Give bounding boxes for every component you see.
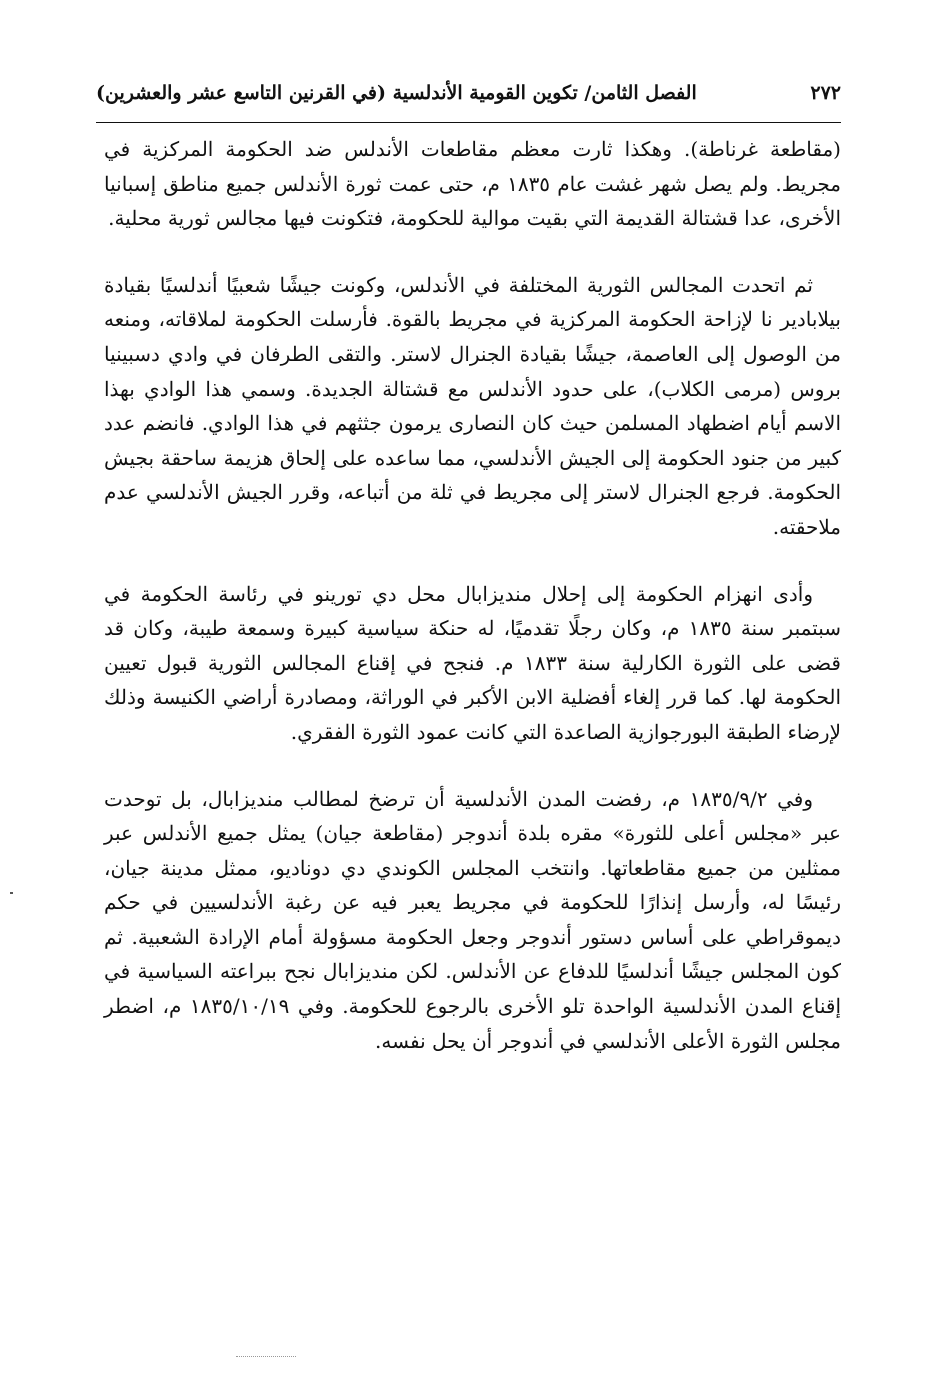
header-divider: [96, 122, 841, 123]
running-title: الفصل الثامن/ تكوين القومية الأندلسية (في القرنين التاسع عشر والعشرين): [96, 82, 697, 104]
page-number: ٢٧٢: [810, 82, 841, 104]
scan-artifact-line: [236, 1356, 296, 1357]
page-header: [96, 80, 841, 116]
paragraph-4: وفي ١٨٣٥/٩/٢ م، رفضت المدن الأندلسية أن ترضخ لمطالب منديزابال، بل توحدت عبر «مجلس أعلى للثورة» مقره بلدة أندوجر (مقاطعة جيان) يمثل جميع الأندلس عبر ممثلين من جميع مقاطعاتها. وانتخب المجلس الكوندي دي دوناديو، ممثل مدينة جيان، رئيسًا له، وأرسل إنذارًا للحكومة في مجريط يعبر فيه عن رغبة الأندلسيين في حكم ديموقراطي على أساس دستور أندوجر وجعل الحكومة مسؤولة أمام الإرادة الشعبية. ثم كون المجلس جيشًا أندلسيًا للدفاع عن الأندلس. لكن منديزابال نجح ببراعته السياسية في إقناع المدن الأندلسية الواحدة تلو الأخرى بالرجوع للحكومة. وفي ١٨٣٥/١٠/١٩ م، اضطر مجلس الثورة الأعلى الأندلسي في أندوجر أن يحل نفسه.: [104, 786, 841, 1053]
paragraph-3: وأدى انهزام الحكومة إلى إحلال منديزابال محل دي تورينو في رئاسة الحكومة في سبتمبر سنة ١٨٣٥ م، وكان رجلًا تقدميًا، له حنكة سياسية كبيرة وسمعة طيبة، وكان قد قضى على الثورة الكارلية سنة ١٨٣٣ م. فنجح في إقناع المجالس الثورية قبول تعيين الحكومة لها. كما قرر إلغاء أفضلية الابن الأكبر في الوراثة، ومصادرة أراضي الكنيسة وذلك لإرضاء الطبقة البورجوازية الصاعدة التي كانت عمود الثورة الفقري.: [104, 581, 841, 744]
body-text: [104, 132, 841, 1090]
scan-speck: [10, 892, 13, 894]
paragraph-2: ثم اتحدت المجالس الثورية المختلفة في الأندلس، وكونت جيشًا شعبيًا أندلسيًا بقيادة بيلابادير نا لإزاحة الحكومة المركزية في مجريط بالقوة. فأرسلت الحكومة لملاقاته، ومنعه من الوصول إلى العاصمة، جيشًا بقيادة الجنرال لاستر. والتقى الطرفان في وادي دسبينيا بروس (مرمى الكلاب)، على حدود الأندلس مع قشتالة الجديدة. وسمي هذا الوادي بهذا الاسم أيام اضطهاد المسلمن حيث كان النصارى يرمون جثثهم في هذا الوادي. فانضم عدد كبير من جنود الحكومة إلى الجيش الأندلسي، مما ساعده على إلحاق هزيمة ساحقة بجيش الحكومة. فرجع الجنرال لاستر إلى مجريط في ثلة من أتباعه، وقرر الجيش الأندلسي عدم ملاحقته.: [104, 272, 841, 539]
paragraph-1: (مقاطعة غرناطة). وهكذا ثارت معظم مقاطعات الأندلس ضد الحكومة المركزية في مجريط. ولم يصل شهر غشت عام ١٨٣٥ م، حتى عمت ثورة الأندلس جميع مناطق إسبانيا الأخرى، عدا قشتالة القديمة التي بقيت موالية للحكومة، فتكونت فيها مجالس ثورية محلية.: [104, 137, 841, 231]
